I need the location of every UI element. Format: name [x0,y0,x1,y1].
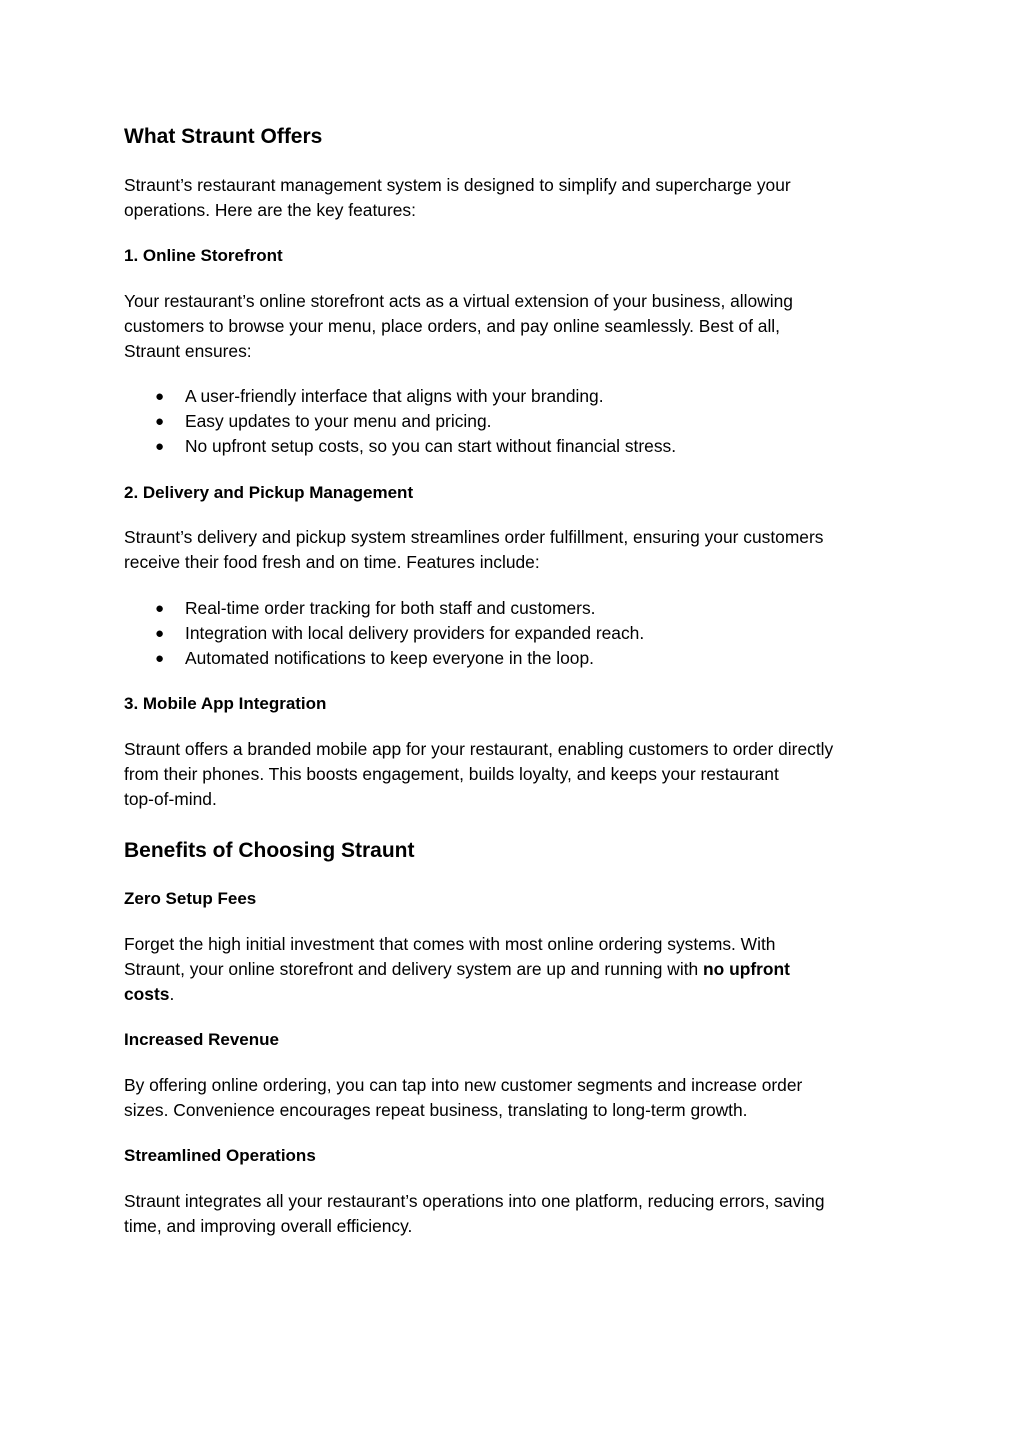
operations-paragraph [124,1189,904,1239]
list-item-text: Integration with local delivery providers for expanded reach. [185,623,645,643]
bullet-icon: ● [155,388,165,405]
paragraph-line: from their phones. This boosts engagement, builds loyalty, and keeps your restaurant [124,764,779,784]
zero-setup-paragraph [124,932,904,1007]
list-item-text: No upfront setup costs, so you can start without financial stress. [185,436,677,456]
paragraph-text: Straunt, your online storefront and delivery system are up and running with [124,959,704,979]
mobile-app-paragraph [124,737,904,812]
list-item-text: Real-time order tracking for both staff and customers. [185,598,596,618]
heading-zero-setup-fees: Zero Setup Fees [124,889,257,908]
paragraph-line: operations. Here are the key features: [124,200,416,220]
list-item [124,409,676,434]
heading-online-storefront: 1. Online Storefront [124,246,283,265]
paragraph-line: Straunt’s restaurant management system is designed to simplify and supercharge your [124,175,791,195]
paragraph-line: Forget the high initial investment that comes with most online ordering systems. With [124,934,776,954]
heading-streamlined-operations: Streamlined Operations [124,1146,316,1165]
intro-paragraph [124,173,904,223]
paragraph-line: Straunt ensures: [124,341,252,361]
bold-emphasis: no upfront [703,959,790,979]
list-item-text: A user-friendly interface that aligns with your branding. [185,386,604,406]
paragraph-line: Straunt offers a branded mobile app for your restaurant, enabling customers to order directly [124,739,834,759]
bullet-icon: ● [155,600,165,617]
paragraph-line: time, and improving overall efficiency. [124,1216,413,1236]
bold-emphasis: costs [124,984,170,1004]
heading-delivery-pickup: 2. Delivery and Pickup Management [124,483,414,502]
paragraph-line: Your restaurant’s online storefront acts as a virtual extension of your business, allowing [124,291,793,311]
paragraph-line: sizes. Convenience encourages repeat business, translating to long-term growth. [124,1100,748,1120]
paragraph-line [124,957,904,982]
list-item [124,621,644,646]
list-item-text: Easy updates to your menu and pricing. [185,411,492,431]
paragraph-text: . [169,984,175,1004]
list-item [124,384,676,409]
paragraph-line: Straunt’s delivery and pickup system streamlines order fulfillment, ensuring your customers [124,527,824,547]
storefront-paragraph [124,289,904,364]
bullet-icon: ● [155,438,165,455]
paragraph-line: receive their food fresh and on time. Features include: [124,552,540,572]
paragraph-line: By offering online ordering, you can tap into new customer segments and increase order [124,1075,803,1095]
delivery-paragraph [124,525,904,575]
heading-what-straunt-offers: What Straunt Offers [124,125,323,148]
list-item-text: Automated notifications to keep everyone in the loop. [185,648,594,668]
list-item [124,596,644,621]
list-item [124,434,676,459]
bullet-icon: ● [155,625,165,642]
delivery-bullet-list [124,596,644,671]
list-item [124,646,644,671]
paragraph-line [124,982,904,1007]
revenue-paragraph [124,1073,904,1123]
heading-benefits: Benefits of Choosing Straunt [124,839,415,862]
storefront-bullet-list [124,384,676,459]
paragraph-line: customers to browse your menu, place orders, and pay online seamlessly. Best of all, [124,316,781,336]
paragraph-line: Straunt integrates all your restaurant’s operations into one platform, reducing errors, saving [124,1191,825,1211]
heading-mobile-app: 3. Mobile App Integration [124,694,327,713]
bullet-icon: ● [155,650,165,667]
paragraph-line: top-of-mind. [124,789,217,809]
bullet-icon: ● [155,413,165,430]
heading-increased-revenue: Increased Revenue [124,1030,279,1049]
